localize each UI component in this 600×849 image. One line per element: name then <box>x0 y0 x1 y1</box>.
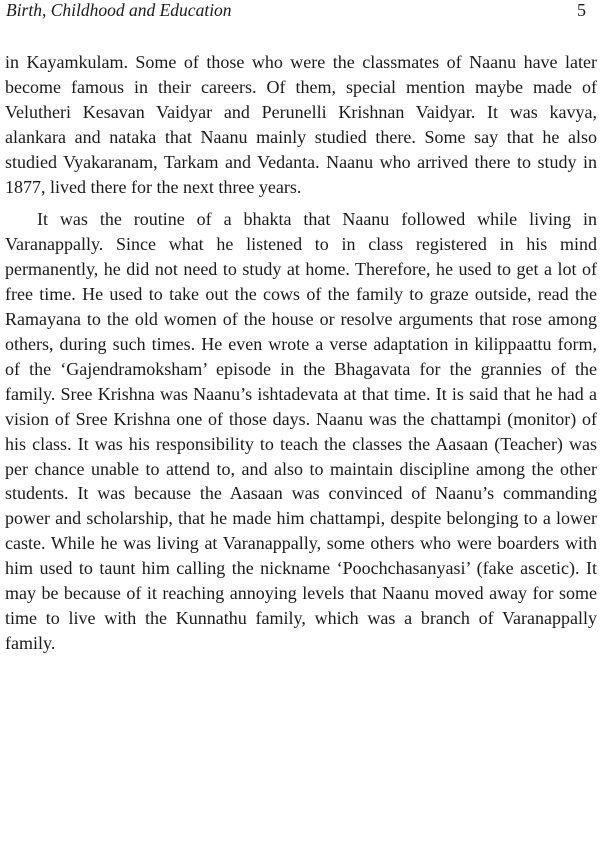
paragraph-continued: in Kayamkulam. Some of those who were the classmates of Naanu have later become famous in their careers. Of them, special mention maybe made of Velutheri Kesavan Vaidyar and Perunelli Krishnan Vaidyar. It was kavya, alankara and nataka that Naanu mainly studied there. Some say that he also studied Vyakaranam, Tarkam and Vedanta. Naanu who arrived there to study in 1877, lived there for the next three years. <box>5 52 597 197</box>
paragraph-routine-of-bhakta: It was the routine of a bhakta that Naanu followed while living in Varanappally. Since what he listened to in class registered in his mind permanently, he did not need to study at home. Therefore, he used to get a lot of free time. He used to take out the cows of the family to graze outside, read the Ramayana to the old women of the house or resolve arguments that rose among others, during such times. He even wrote a verse adaptation in kilippaattu form, of the ‘Gajendramoksham’ episode in the Bhagavata for the grannies of the family. Sree Krishna was Naanu’s ishtadevata at that time. It is said that he had a vision of Sree Krishna one of those days. Naanu was the chattampi (monitor) of his class. It was his responsibility to teach the classes the Aasaan (Teacher) was per chance unable to attend to, and also to maintain discipline among the other students. It was because the Aasaan was convinced of Naanu’s commanding power and scholarship, that he made him chattampi, despite belonging to a lower caste. While he was living at Varanappally, some others who were boarders with him used to taunt him calling the nickname ‘Poochchasanyasi’ (fake ascetic). It may be because of it reaching annoying levels that Naanu moved away for some time to live with the Kunnathu family, which was a branch of Varanappally family. <box>5 209 597 653</box>
running-title: Birth, Childhood and Education <box>6 0 232 20</box>
page-number: 5 <box>577 0 586 20</box>
running-head <box>6 0 586 26</box>
body-text <box>5 50 597 656</box>
